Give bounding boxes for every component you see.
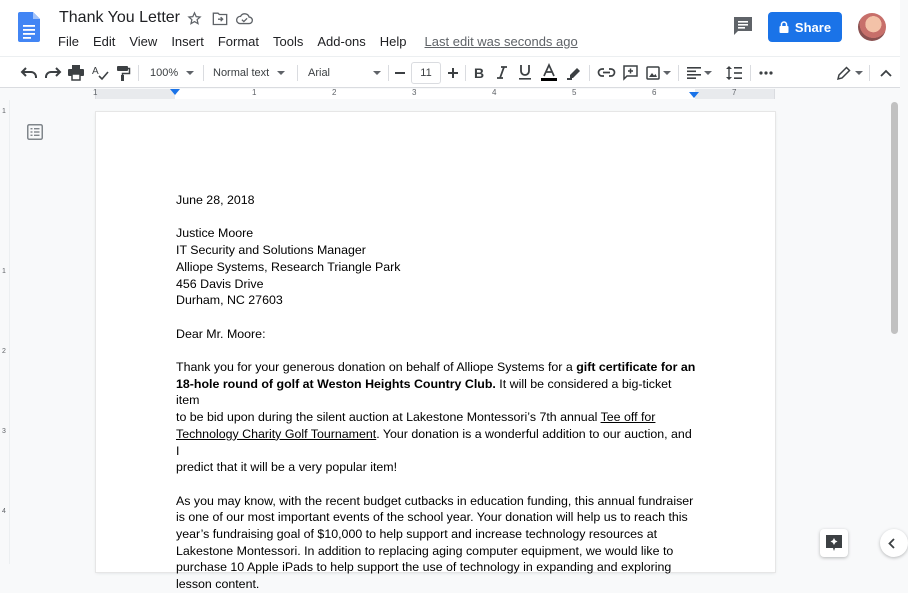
font-value: Arial [308, 66, 331, 79]
right-indent-marker[interactable] [689, 92, 699, 98]
image-icon [646, 66, 660, 80]
italic-button[interactable] [492, 57, 512, 88]
menu-file[interactable]: File [58, 34, 79, 49]
underline-button[interactable] [515, 57, 535, 88]
ruler-number: 6 [652, 88, 657, 97]
recipient-title: IT Security and Solutions Manager [176, 243, 366, 258]
title-actions [186, 10, 253, 27]
document-page[interactable] [96, 112, 775, 592]
side-panel-toggle[interactable] [880, 529, 908, 557]
menu-view[interactable]: View [129, 34, 158, 49]
toolbar-divider [138, 65, 139, 81]
paragraph-text: Thank you for your generous donation on behalf of Alliope Systems for a [176, 359, 577, 374]
comment-icon[interactable] [731, 14, 755, 38]
decrease-font-size-button[interactable] [391, 57, 409, 88]
bold-text: 18-hole round of golf at Weston Heights Country Club. [176, 376, 496, 391]
menu-insert[interactable]: Insert [171, 34, 204, 49]
outline-icon[interactable] [27, 124, 43, 140]
ruler-number: 2 [2, 348, 6, 355]
menu-tools[interactable]: Tools [273, 34, 304, 49]
toolbar-divider [203, 65, 204, 81]
style-select[interactable] [213, 57, 293, 88]
font-select[interactable] [308, 57, 386, 88]
style-value: Normal text [213, 66, 270, 79]
recipient-city: Durham, NC 27603 [176, 293, 283, 308]
explore-button[interactable] [820, 529, 848, 557]
scroll-thumb[interactable] [891, 102, 898, 334]
paragraph-text: to be bid upon during the silent auction at Lakestone Montessori’s 7th annual [176, 410, 601, 425]
recipient-street: 456 Davis Drive [176, 276, 264, 291]
ruler-number: 4 [2, 508, 6, 515]
ruler-left-margin [96, 89, 175, 99]
more-options-button[interactable] [755, 57, 777, 88]
add-comment-icon [623, 65, 638, 80]
font-size-field[interactable] [411, 57, 441, 88]
editing-mode-button[interactable] [834, 57, 866, 88]
toolbar-divider [750, 65, 751, 81]
bold-text: gift certificate for an [576, 359, 696, 374]
paint-format-icon [116, 65, 130, 81]
paint-format-button[interactable] [112, 57, 134, 88]
undo-icon [21, 67, 37, 79]
paragraph-line: year’s fundraising goal of $10,000 to help support and increase technology resources at [176, 527, 658, 541]
toolbar-divider [678, 65, 679, 81]
insert-link-button[interactable] [595, 57, 617, 88]
ruler-number: 7 [732, 88, 737, 97]
svg-text:B: B [473, 65, 484, 81]
svg-text:A: A [92, 66, 99, 77]
menu-edit[interactable]: Edit [92, 34, 116, 49]
plus-icon [448, 68, 458, 78]
spellcheck-icon [92, 65, 108, 80]
toolbar-divider [465, 65, 466, 81]
horizontal-ruler[interactable] [0, 88, 900, 100]
document-body[interactable] [176, 192, 696, 593]
chevron-down-icon [855, 71, 863, 75]
cloud-status-icon[interactable] [236, 10, 253, 27]
ruler-number: 1 [252, 88, 257, 97]
explore-icon [826, 535, 842, 551]
lock-icon [779, 21, 789, 33]
paragraph-line: As you may know, with the recent budget cutbacks in education funding, this annual fundraiser [176, 493, 694, 508]
align-left-icon [687, 67, 701, 79]
paragraph-text: predict that it will be a very popular item! [176, 460, 398, 475]
line-spacing-button[interactable] [722, 57, 746, 88]
ruler-number: 1 [2, 108, 6, 115]
underlined-text: Technology Charity Golf Tournament [176, 426, 377, 441]
print-icon [68, 65, 84, 80]
menu-format[interactable]: Format [217, 34, 259, 49]
hide-menus-button[interactable] [876, 57, 896, 88]
share-button[interactable] [768, 12, 842, 42]
align-button[interactable] [684, 57, 714, 88]
vertical-ruler [0, 100, 10, 564]
highlight-color-button[interactable] [563, 57, 585, 88]
link-icon [598, 68, 615, 77]
pencil-icon [837, 66, 851, 80]
avatar[interactable] [858, 13, 886, 41]
ruler-number: 1 [2, 268, 6, 275]
paragraph-line: purchase 10 Apple iPads to help support the use of technology in expanding and exploring [176, 560, 672, 575]
spellcheck-button[interactable] [89, 57, 111, 88]
chevron-up-icon [880, 69, 892, 77]
increase-font-size-button[interactable] [444, 57, 462, 88]
line-spacing-icon [726, 66, 742, 80]
chevron-down-icon [663, 71, 671, 75]
ruler-number: 4 [492, 88, 497, 97]
ruler-number: 1 [93, 88, 98, 97]
toolbar [0, 56, 900, 88]
paragraph-1 [176, 359, 696, 476]
text-color-icon [541, 64, 557, 81]
paragraph-line: is one of our most important events of the school year. Your donation will help us to reach this [176, 510, 688, 525]
left-indent-marker[interactable] [170, 89, 180, 95]
italic-icon [497, 66, 507, 79]
salutation: Dear Mr. Moore: [176, 326, 266, 341]
recipient-company: Alliope Systems, Research Triangle Park [176, 259, 401, 274]
menu-help[interactable]: Help [379, 34, 407, 49]
ruler-number: 2 [332, 88, 337, 97]
star-icon[interactable] [186, 10, 203, 27]
menu-addons[interactable]: Add-ons [317, 34, 366, 49]
ruler-number: 5 [572, 88, 577, 97]
chevron-left-icon [888, 538, 895, 549]
insert-image-button[interactable] [644, 57, 672, 88]
more-horiz-icon [759, 71, 773, 75]
chevron-down-icon [186, 71, 194, 75]
toolbar-divider [869, 65, 870, 81]
menu-bar [51, 32, 585, 51]
paragraph-line: Lakestone Montessori. In addition to replacing aging computer equipment, we would like to [176, 543, 674, 558]
vertical-scrollbar[interactable] [889, 100, 900, 564]
toolbar-divider [589, 65, 590, 81]
app-header [0, 0, 900, 56]
font-size-value: 11 [411, 62, 441, 84]
ruler-track [95, 89, 775, 99]
minus-icon [395, 68, 405, 78]
share-label: Share [794, 19, 832, 35]
ruler-number: 3 [412, 88, 417, 97]
highlight-icon [567, 65, 582, 80]
print-button[interactable] [65, 57, 87, 88]
undo-button[interactable] [18, 57, 40, 88]
zoom-value: 100% [150, 66, 179, 79]
last-edit-link[interactable]: Last edit was seconds ago [424, 34, 578, 49]
underlined-text: Tee off for [600, 410, 656, 425]
letter-date: June 28, 2018 [176, 193, 255, 207]
toolbar-divider [297, 65, 298, 81]
redo-icon [45, 67, 61, 79]
chevron-down-icon [277, 71, 285, 75]
folder-move-icon[interactable] [211, 10, 228, 27]
chevron-down-icon [373, 71, 381, 75]
docs-logo-icon[interactable] [18, 12, 40, 42]
document-title[interactable]: Thank You Letter [59, 9, 180, 26]
bold-button[interactable] [469, 57, 489, 88]
bold-icon [474, 66, 485, 79]
toolbar-divider [388, 65, 389, 81]
text-color-button[interactable] [538, 57, 560, 88]
paragraph-2 [176, 493, 696, 593]
zoom-select[interactable] [150, 57, 200, 88]
chevron-down-icon [704, 71, 712, 75]
add-comment-button[interactable] [619, 57, 641, 88]
paragraph-line: lesson content. [176, 577, 260, 592]
recipient-name: Justice Moore [176, 226, 254, 241]
paragraph-text: . Your donation is a wonderful addition to our auction, and I [176, 426, 692, 458]
underline-icon [519, 65, 531, 80]
paragraph-text: It will be considered a big-ticket item [176, 376, 672, 408]
ruler-number: 3 [2, 428, 6, 435]
redo-button[interactable] [42, 57, 64, 88]
